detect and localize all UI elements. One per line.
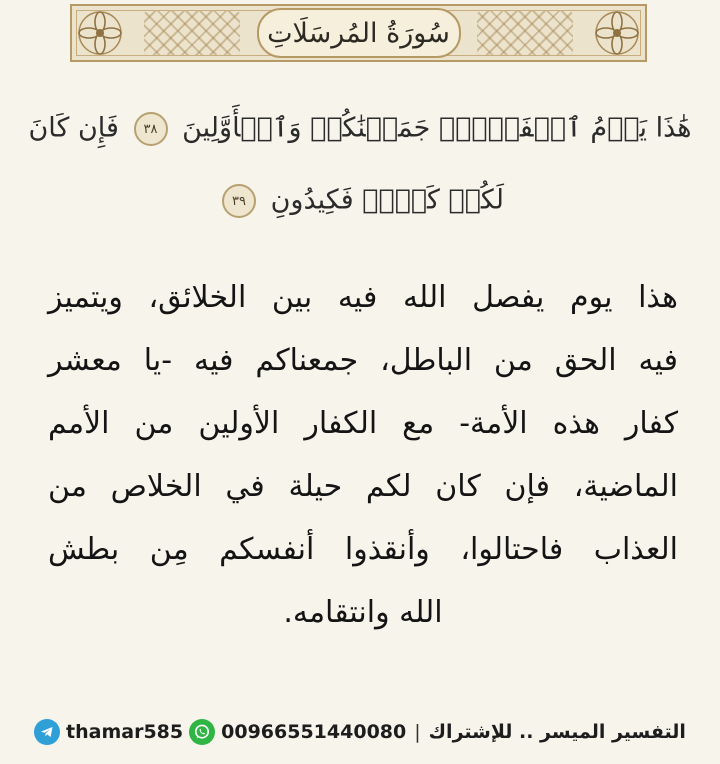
rosette-ornament-right-icon (593, 9, 641, 57)
verse-38-text: هَٰذَا يَوۡمُ ٱلۡفَصۡلِۖ جَمَعۡنَٰكُمۡ وَٱلۡأَوَّلِينَ (182, 112, 692, 144)
verse-line-1 (0, 112, 720, 146)
tafsir-line-6: الله وانتقامه. (283, 595, 443, 630)
tafsir-line-5: العذاب فاحتالوا، وأنقذوا أنفسكم مِن بطش (48, 532, 678, 567)
lattice-ornament-right (477, 11, 573, 55)
tafsir-line-1: هذا يوم يفصل الله فيه بين الخلائق، ويتميز (48, 280, 678, 315)
surah-name-cartouche (257, 8, 461, 58)
subscription-footer (0, 712, 720, 752)
rosette-ornament-left-icon (76, 9, 124, 57)
tafsir-line-2: فيه الحق من الباطل، جمعناكم فيه -يا معشر (48, 343, 678, 378)
surah-name: سُورَةُ المُرسَلَاتِ (267, 17, 450, 49)
telegram-handle[interactable]: thamar585 (66, 721, 184, 743)
subscription-label: التفسير الميسر .. للإشتراك (428, 721, 686, 743)
ayah-marker-38: ٣٨ (134, 112, 168, 146)
ayah-marker-39: ٣٩ (222, 184, 256, 218)
footer-separator: | (414, 721, 421, 743)
verse-39-start: فَإِن كَانَ (28, 112, 119, 144)
verse-39-text: لَكُمۡ كَيۡدٞ فَكِيدُونِ (270, 184, 504, 216)
lattice-ornament-left (144, 11, 240, 55)
tafsir-line-3: كفار هذه الأمة- مع الكفار الأولين من الأمم (48, 406, 678, 441)
whatsapp-phone-number[interactable]: 00966551440080 (221, 721, 407, 743)
verse-line-2 (0, 184, 720, 218)
whatsapp-icon[interactable] (189, 719, 215, 745)
tafsir-paragraph (48, 266, 678, 644)
telegram-icon[interactable] (34, 719, 60, 745)
tafsir-line-4: الماضية، فإن كان لكم حيلة في الخلاص من (48, 469, 678, 504)
surah-header (70, 4, 647, 62)
